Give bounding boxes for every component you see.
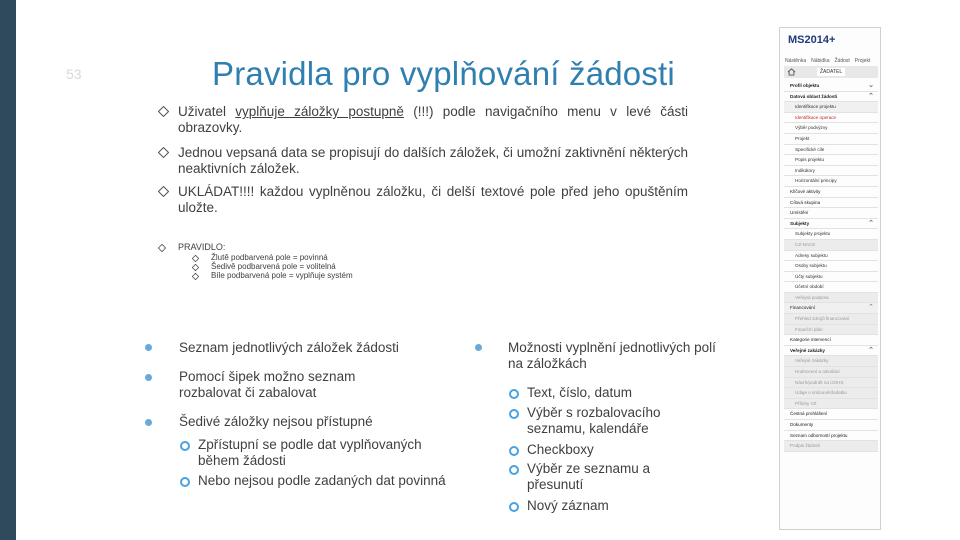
app-menu-item[interactable] [784, 187, 878, 198]
ring-bullet-icon [509, 446, 519, 456]
app-menu-item-label: CZ-NACE [795, 241, 816, 247]
app-menu-item-label: Datová oblast žádosti [790, 93, 838, 99]
app-menu-item[interactable] [784, 272, 878, 283]
left-sub-1: Zpřístupní se podle dat vyplňovaných během žádosti [198, 437, 422, 468]
app-menu-item-label: Seznam odborností projektu [790, 432, 848, 438]
app-menu-item[interactable] [784, 420, 878, 431]
app-menu-item[interactable] [784, 198, 878, 209]
app-menu-item-label: Profil objektu [790, 83, 820, 88]
left-sub-2: Nebo nejsou podle zadaných dat povinná [198, 473, 446, 488]
dot-bullet-icon [145, 344, 152, 351]
app-menu-item[interactable] [784, 282, 878, 293]
app-menu-item-label: Podpis žádosti [790, 443, 820, 449]
app-menu-item-label: Čestná prohlášení [790, 411, 828, 417]
app-breadcrumb[interactable]: ŽADATEL [817, 68, 845, 76]
app-menu-item[interactable] [784, 229, 878, 240]
app-menu-item-label: Subjekty projektu [795, 231, 831, 237]
bullet-text: UKLÁDAT!!!! každou vyplněnou záložku, či delší textové pole před jeho opuštěním uložte. [178, 184, 688, 215]
dot-bullet-icon [145, 374, 152, 381]
rule-item-text: Žlutě podbarvená pole = povinná [211, 253, 328, 262]
ring-bullet-icon [509, 465, 519, 475]
app-menu-item[interactable] [784, 314, 878, 325]
app-menu-item[interactable] [784, 251, 878, 262]
app-menu-item-label: Finanční plán [795, 326, 823, 332]
app-menu-item-label: Hodnocení a odvolání [795, 369, 840, 375]
app-menu-item-label: Identifikace projektu [795, 104, 836, 110]
app-menu-item[interactable] [784, 166, 878, 177]
app-menu-item[interactable] [784, 261, 878, 272]
app-screenshot [779, 27, 881, 530]
app-menu-item[interactable] [784, 145, 878, 156]
diamond-bullet-icon [158, 186, 169, 197]
app-menu-item[interactable] [784, 346, 878, 357]
app-menu-item-label: Údaje o smlouvě/dodatku [795, 390, 847, 396]
app-menu-item[interactable] [784, 176, 878, 187]
app-menu-item[interactable] [784, 303, 878, 314]
rule-item-text: Šedivě podbarvená pole = volitelná [211, 262, 336, 271]
app-menu-item[interactable] [784, 81, 878, 92]
app-menu-item-label: Horizontální principy [795, 178, 837, 184]
ring-bullet-icon [509, 409, 519, 419]
chevron-icon[interactable]: ⌄ [868, 82, 874, 89]
app-menu-item-label: Přehled zdrojů financování [795, 316, 850, 322]
app-menu-item-label: Financování [790, 305, 816, 311]
app-menu-item-label: Veřejná podpora [795, 294, 829, 300]
chevron-icon[interactable]: ⌃ [868, 304, 874, 312]
app-menu-item[interactable] [784, 388, 878, 399]
app-menu-item[interactable] [784, 219, 878, 230]
app-menu-item-label: Kategorie intervencí [790, 337, 831, 343]
bullet-text: Jednou vepsaná data se propisují do dalších záložek, či umožní zaktivnění některých neaktivních záložek. [178, 145, 688, 176]
app-menu-item-label: Specifické cíle [795, 146, 825, 152]
app-menu-item[interactable] [784, 399, 878, 410]
app-menu-item[interactable] [784, 123, 878, 134]
app-tab[interactable]: Žádost [834, 58, 850, 64]
app-menu-item-label: Identifikace operace [795, 114, 837, 120]
app-menu-item[interactable] [784, 441, 878, 452]
home-icon[interactable] [787, 68, 796, 76]
app-menu-item-label: Účetní období [795, 284, 824, 290]
right-sub-1: Text, číslo, datum [527, 385, 633, 400]
app-menu-item-label: Subjekty [790, 220, 810, 226]
right-sub-3: Checkboxy [527, 442, 594, 457]
app-menu-item[interactable] [784, 325, 878, 336]
app-tab[interactable]: Projekt [854, 58, 871, 64]
bullet-text: (!!!) podle navigačního menu v levé části obrazovky. [178, 104, 688, 135]
app-menu-item-label: Umístění [790, 210, 809, 216]
app-menu-item[interactable] [784, 431, 878, 442]
app-menu-item-label: Indikátory [795, 167, 815, 173]
dot-bullet-icon [475, 344, 482, 351]
ring-bullet-icon [509, 502, 519, 512]
chevron-icon[interactable]: ⌃ [868, 219, 874, 227]
app-menu-item-label: Přílohy VZ [795, 400, 817, 406]
app-menu-item-label: Veřejné zakázky [795, 358, 829, 364]
dot-bullet-icon [145, 419, 152, 426]
bullet-text: PRAVIDLO: [178, 242, 226, 252]
left-bullet-1: Seznam jednotlivých záložek žádosti [179, 340, 399, 355]
diamond-bullet-icon [192, 264, 199, 271]
app-menu-item-label: Klíčové aktivity [790, 188, 821, 194]
app-breadcrumb-bar [784, 66, 878, 78]
app-tab[interactable]: Nástěnka [785, 58, 807, 64]
right-sub-4: Výběr ze seznamu a přesunutí [527, 461, 651, 492]
app-menu-item[interactable] [784, 378, 878, 389]
app-menu-item[interactable] [784, 134, 878, 145]
app-menu-item-label: Návrh/podnět na ÚOHS [795, 379, 844, 385]
diamond-bullet-icon [192, 255, 199, 262]
right-sub-5: Nový záznam [527, 498, 609, 513]
app-menu-item[interactable] [784, 113, 878, 124]
app-menu-item-label: Projekt [795, 135, 810, 141]
app-menu-item[interactable] [784, 155, 878, 166]
app-menu-item[interactable] [784, 208, 878, 219]
app-menu-item-label: Osoby subjektu [795, 263, 827, 269]
app-nav-menu [784, 81, 878, 452]
app-menu-item[interactable] [784, 102, 878, 113]
app-menu-item-label: Výběr podvýzvy [795, 125, 828, 131]
ring-bullet-icon [180, 477, 190, 487]
app-menu-item[interactable] [784, 367, 878, 378]
left-bullet-3: Šedivé záložky nejsou přístupné [179, 414, 373, 429]
app-menu-item-label: Veřejné zakázky [790, 347, 825, 353]
rule-item-text: Bíle podbarvená pole = vyplňuje systém [211, 271, 353, 280]
right-sub-2: Výběr s rozbalovacího seznamu, kalendáře [527, 405, 661, 436]
app-tab[interactable]: Nábidka [811, 58, 830, 64]
slide-number: 53 [66, 66, 82, 82]
app-menu-item-label: Účty subjektu [795, 273, 823, 279]
left-bullet-2: Pomocí šipek možno seznam rozbalovat či zabalovat [179, 369, 356, 400]
ring-bullet-icon [180, 441, 190, 451]
side-accent-bar [0, 0, 16, 540]
ring-bullet-icon [509, 389, 519, 399]
app-menu-item[interactable] [784, 293, 878, 304]
app-menu-item[interactable] [784, 240, 878, 251]
diamond-bullet-icon [192, 273, 199, 280]
chevron-icon[interactable]: ⌃ [868, 346, 874, 354]
app-menu-item[interactable] [784, 92, 878, 103]
diamond-bullet-icon [158, 106, 169, 117]
app-logo: MS2014+ [788, 34, 836, 46]
bullet-text: Uživatel [178, 104, 236, 119]
app-menu-item-label: Adresy subjektu [795, 252, 828, 258]
diamond-bullet-icon [158, 147, 169, 158]
app-menu-item-label: Popis projektu [795, 157, 825, 163]
page-title: Pravidla pro vyplňování žádosti [212, 55, 675, 92]
app-menu-item-label: Cílová skupina [790, 199, 821, 205]
app-menu-item-label: Dokumenty [790, 422, 814, 427]
app-menu-item[interactable] [784, 335, 878, 346]
bullet-emphasis: vyplňuje záložky postupně [235, 104, 404, 119]
app-menu-item[interactable] [784, 409, 878, 420]
diamond-bullet-icon [158, 244, 166, 252]
chevron-icon[interactable]: ⌃ [868, 92, 874, 100]
app-menu-item[interactable] [784, 356, 878, 367]
right-bullet-1: Možnosti vyplnění jednotlivých polí na záložkách [508, 340, 716, 371]
